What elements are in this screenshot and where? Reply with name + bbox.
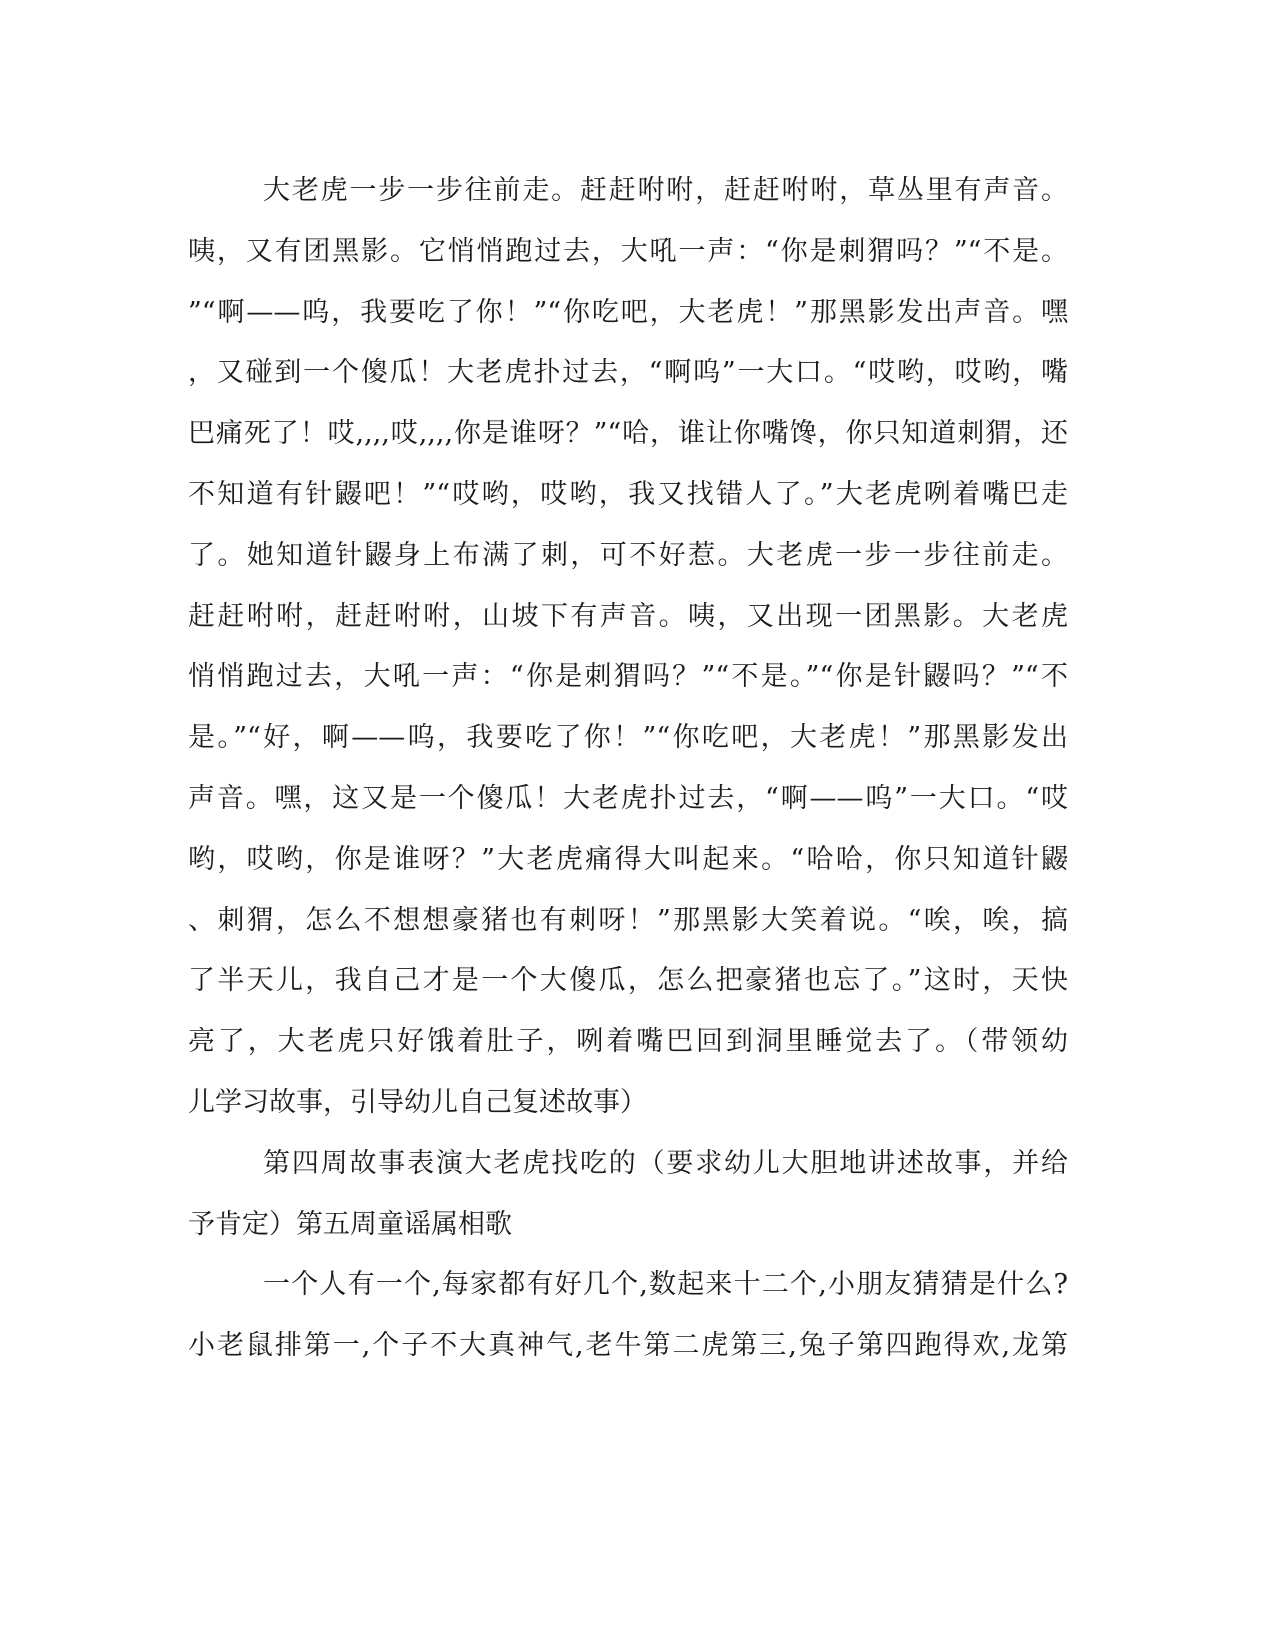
paragraph-zodiac-rhyme [188,1255,1068,1377]
text-line: 一个人有一个,每家都有好几个,数起来十二个,小朋友猜猜是什么? [263,1269,1068,1301]
text-line: 了半天儿，我自己才是一个大傻瓜，怎么把豪猪也忘了。”这时，天快 [188,965,1068,997]
paragraph-story [188,161,1068,1134]
text-line: ，又碰到一个傻瓜！大老虎扑过去，“啊呜”一大口。“哎哟，哎哟，嘴 [188,357,1068,389]
text-line: 巴痛死了！哎,,,,哎,,,,你是谁呀？”“哈，谁让你嘴馋，你只知道刺猬，还 [188,418,1068,450]
text-line: 哟，哎哟，你是谁呀？”大老虎痛得大叫起来。“哈哈，你只知道针鼹 [188,843,1068,875]
text-line: 赶赶咐咐，赶赶咐咐，山坡下有声音。咦，又出现一团黑影。大老虎 [188,600,1068,632]
text-line: 声音。嘿，这又是一个傻瓜！大老虎扑过去，“啊——呜”一大口。“哎 [188,782,1068,814]
paragraph-week-four [188,1134,1068,1256]
text-line: 、刺猬，怎么不想想豪猪也有刺呀！”那黑影大笑着说。“唉，唉，搞 [188,904,1068,936]
text-line: 予肯定）第五周童谣属相歌 [188,1208,512,1240]
document-body [188,161,1068,1377]
text-line: ”“啊——呜，我要吃了你！”“你吃吧，大老虎！”那黑影发出声音。嘿 [188,296,1068,328]
text-line: 不知道有针鼹吧！”“哎哟，哎哟，我又找错人了。”大老虎咧着嘴巴走 [188,478,1068,510]
text-line: 咦，又有团黑影。它悄悄跑过去，大吼一声：“你是刺猬吗？”“不是。 [188,235,1068,267]
text-line: 大老虎一步一步往前走。赶赶咐咐，赶赶咐咐，草丛里有声音。 [263,175,1068,206]
text-line: 第四周故事表演大老虎找吃的（要求幼儿大胆地讲述故事，并给 [263,1147,1068,1179]
text-line: 小老鼠排第一,个子不大真神气,老牛第二虎第三,兔子第四跑得欢,龙第 [188,1330,1068,1362]
text-line: 了。她知道针鼹身上布满了刺，可不好惹。大老虎一步一步往前走。 [188,539,1068,571]
text-line: 悄悄跑过去，大吼一声：“你是刺猬吗？”“不是。”“你是针鼹吗？”“不 [188,661,1068,693]
text-line: 是。”“好，啊——呜，我要吃了你！”“你吃吧，大老虎！”那黑影发出 [188,722,1068,754]
text-line: 儿学习故事，引导幼儿自己复述故事） [188,1086,647,1118]
text-line: 亮了，大老虎只好饿着肚子，咧着嘴巴回到洞里睡觉去了。（带领幼 [188,1026,1068,1058]
